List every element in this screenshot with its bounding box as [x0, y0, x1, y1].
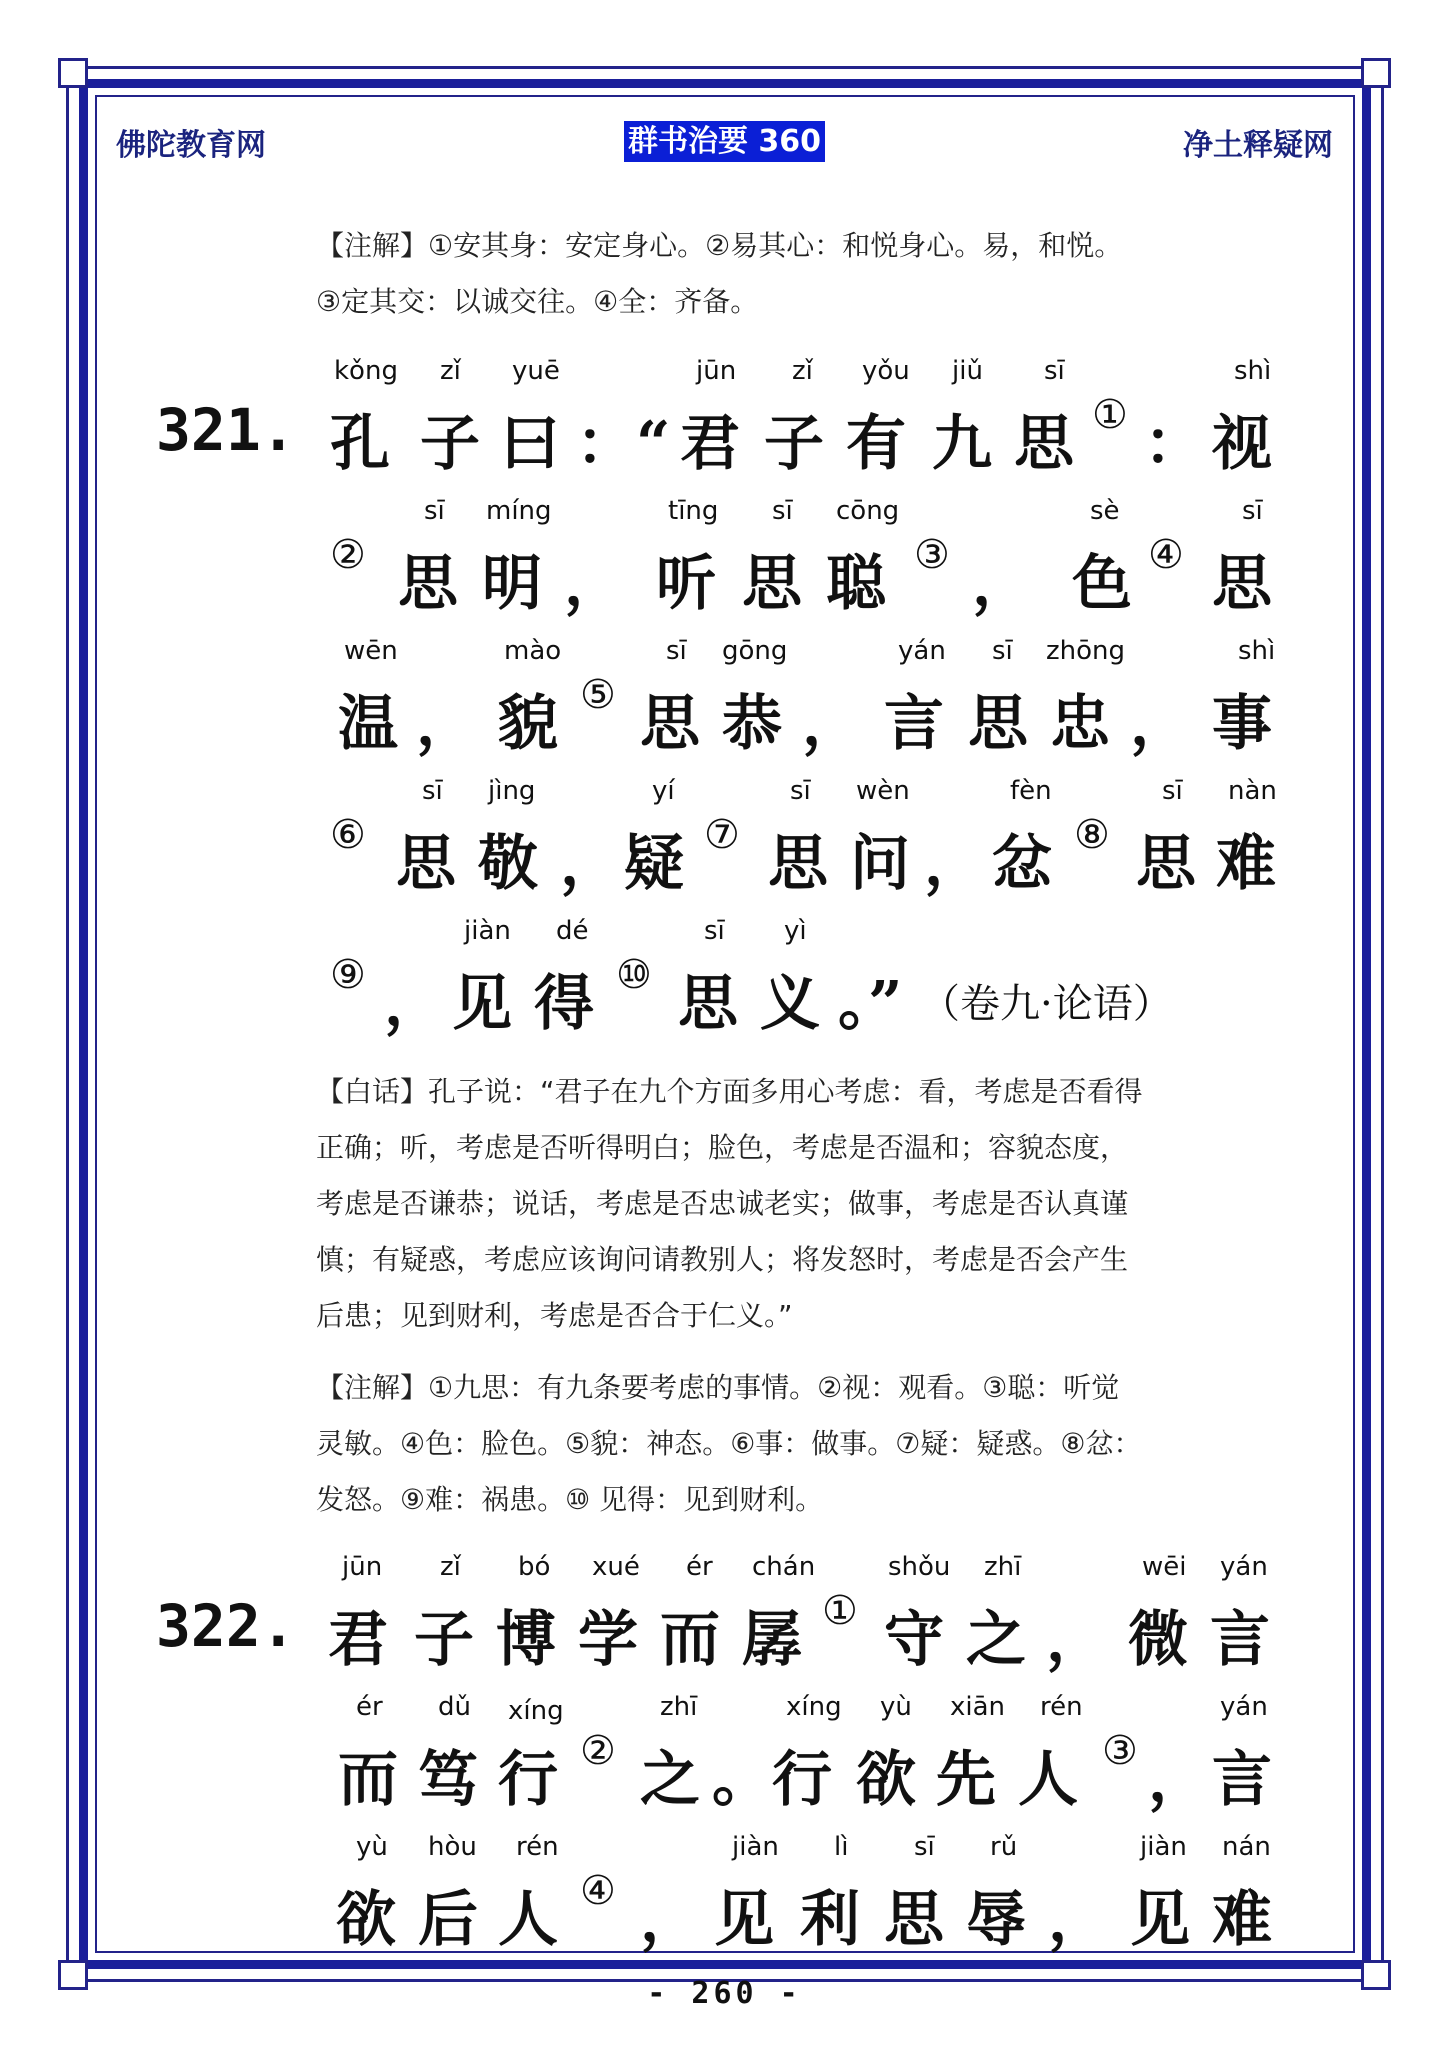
annotation-line: 发怒。⑨难：祸患。⑩ 见得：见到财利。 — [316, 1483, 824, 1516]
pinyin: sī — [1242, 496, 1263, 526]
hanzi: 思 — [768, 829, 828, 899]
verse-line-4 — [0, 776, 1449, 916]
header-title-text: 群书治要 360 — [624, 121, 825, 162]
translation-line: 考虑是否谦恭；说话，考虑是否忠诚老实；做事，考虑是否认真谨 — [316, 1187, 1129, 1220]
note-marker: ④ — [580, 1868, 616, 1914]
verse-line-3 — [0, 636, 1449, 776]
pinyin: sī — [992, 636, 1013, 666]
pinyin: sī — [704, 916, 725, 946]
pinyin: xíng — [508, 1696, 564, 1726]
pinyin: sī — [790, 776, 811, 806]
note-marker: ① — [1092, 392, 1128, 438]
note-marker: ① — [822, 1588, 858, 1634]
hanzi: 行 — [772, 1745, 832, 1815]
pinyin: yuē — [512, 356, 560, 386]
pinyin: jiàn — [732, 1832, 779, 1862]
hanzi: ， — [972, 549, 1032, 619]
hanzi: 博 — [496, 1605, 556, 1675]
hanzi: 难 — [1212, 1885, 1272, 1955]
note-marker: ② — [330, 532, 366, 578]
verse-line-7 — [0, 1692, 1449, 1832]
hanzi: ， — [560, 829, 620, 899]
pinyin: wèn — [856, 776, 910, 806]
hanzi: 人 — [498, 1885, 558, 1955]
pinyin: jūn — [342, 1552, 383, 1582]
hanzi: 见 — [714, 1885, 774, 1955]
note-marker: ⑥ — [330, 812, 366, 858]
verse-line-5 — [0, 916, 1449, 1056]
annotation-line: 灵敏。④色：脸色。⑤貌：神态。⑥事：做事。⑦疑：疑惑。⑧忿： — [316, 1427, 1142, 1460]
hanzi: 思 — [640, 689, 700, 759]
hanzi: 疑 — [624, 829, 684, 899]
pinyin: nán — [1222, 1832, 1271, 1862]
hanzi: 守 — [884, 1605, 944, 1675]
vernacular-translation — [316, 1064, 1316, 1344]
hanzi: 微 — [1128, 1605, 1188, 1675]
hanzi: 。 — [712, 1745, 772, 1815]
hanzi: 。” — [838, 969, 903, 1039]
hanzi: 忿 — [992, 829, 1052, 899]
hanzi: 人 — [1018, 1745, 1078, 1815]
hanzi: 后 — [418, 1885, 478, 1955]
note-marker: ⑩ — [616, 952, 652, 998]
note-marker: ⑨ — [330, 952, 366, 998]
pinyin: hòu — [428, 1832, 477, 1862]
pinyin: jiàn — [1140, 1832, 1187, 1862]
pinyin: gōng — [722, 636, 788, 666]
page-number: - 260 - — [647, 1976, 802, 2011]
pinyin: yì — [784, 916, 807, 946]
hanzi: ： — [1144, 409, 1204, 479]
note-marker: ④ — [1148, 532, 1184, 578]
note-marker: ③ — [914, 532, 950, 578]
hanzi: 明 — [482, 549, 542, 619]
hanzi: 辱 — [966, 1885, 1026, 1955]
pinyin: rǔ — [990, 1832, 1018, 1862]
pinyin: nàn — [1228, 776, 1277, 806]
pinyin: sī — [914, 1832, 935, 1862]
pinyin: sè — [1090, 496, 1120, 526]
hanzi: 有 — [846, 409, 906, 479]
hanzi: 而 — [660, 1605, 720, 1675]
hanzi: 聪 — [826, 549, 886, 619]
pinyin: cōng — [836, 496, 900, 526]
pinyin: zhī — [984, 1552, 1022, 1582]
pinyin: mào — [504, 636, 562, 666]
hanzi: 行 — [498, 1745, 558, 1815]
pinyin: dé — [556, 916, 589, 946]
hanzi: 之 — [966, 1605, 1026, 1675]
hanzi: 思 — [742, 549, 802, 619]
hanzi: ， — [564, 549, 624, 619]
pinyin: sī — [666, 636, 687, 666]
hanzi: ：“ — [576, 409, 671, 479]
hanzi: 得 — [534, 969, 594, 1039]
hanzi: 色 — [1072, 549, 1132, 619]
hanzi: ， — [1148, 1745, 1208, 1815]
pinyin: fèn — [1010, 776, 1052, 806]
annotation-line: 【注解】①安其身：安定身心。②易其心：和悦身心。易，和悦。 — [316, 229, 1123, 262]
pinyin: míng — [486, 496, 552, 526]
annotation — [316, 1360, 1316, 1528]
hanzi: ， — [1048, 1885, 1108, 1955]
hanzi: 笃 — [418, 1745, 478, 1815]
hanzi: 敬 — [478, 829, 538, 899]
hanzi: ， — [416, 689, 476, 759]
pinyin: zǐ — [440, 1552, 461, 1582]
pinyin: zhī — [660, 1692, 698, 1722]
pinyin: lì — [834, 1832, 849, 1862]
hanzi: 貌 — [498, 689, 558, 759]
hanzi: 思 — [396, 829, 456, 899]
pinyin: yán — [1220, 1552, 1268, 1582]
hanzi: 孔 — [330, 409, 390, 479]
hanzi: 言 — [1212, 1745, 1272, 1815]
pinyin: sī — [424, 496, 445, 526]
hanzi: 思 — [678, 969, 738, 1039]
verse-line-1 — [0, 356, 1449, 496]
pinyin: yán — [1220, 1692, 1268, 1722]
hanzi: 孱 — [742, 1605, 802, 1675]
hanzi: 君 — [328, 1605, 388, 1675]
pinyin: xiān — [950, 1692, 1006, 1722]
hanzi: 学 — [578, 1605, 638, 1675]
hanzi: ， — [802, 689, 862, 759]
pinyin: zǐ — [792, 356, 813, 386]
note-marker: ② — [580, 1728, 616, 1774]
hanzi: 义 — [760, 969, 820, 1039]
pinyin: shǒu — [888, 1552, 951, 1582]
translation-line: 后患；见到财利，考虑是否合于仁义。” — [316, 1299, 793, 1332]
header-left-site: 佛陀教育网 — [116, 128, 266, 163]
hanzi: ， — [384, 969, 444, 1039]
hanzi: 问 — [850, 829, 910, 899]
hanzi: 欲 — [856, 1745, 916, 1815]
hanzi: 利 — [800, 1885, 860, 1955]
note-marker: ⑤ — [580, 672, 616, 718]
annotation-line: ③定其交：以诚交往。④全：齐备。 — [316, 285, 759, 318]
hanzi: 之 — [640, 1745, 700, 1815]
pinyin: zhōng — [1046, 636, 1126, 666]
pinyin: shì — [1238, 636, 1276, 666]
hanzi: 思 — [968, 689, 1028, 759]
pinyin: wēn — [344, 636, 398, 666]
hanzi: 欲 — [336, 1885, 396, 1955]
hanzi: 思 — [1212, 549, 1272, 619]
pinyin: sī — [1044, 356, 1065, 386]
hanzi: 子 — [420, 409, 480, 479]
verse-line-6 — [0, 1552, 1449, 1692]
pinyin: sī — [772, 496, 793, 526]
pinyin: ér — [686, 1552, 713, 1582]
pinyin: kǒng — [334, 356, 398, 386]
hanzi: 听 — [656, 549, 716, 619]
hanzi: 思 — [1014, 409, 1074, 479]
note-marker: ⑧ — [1074, 812, 1110, 858]
pinyin: sī — [1162, 776, 1183, 806]
corner-ornament — [58, 58, 88, 88]
pinyin: xué — [592, 1552, 640, 1582]
translation-line: 正确；听，考虑是否听得明白；脸色，考虑是否温和；容貌态度， — [316, 1131, 1129, 1164]
hanzi: 事 — [1212, 689, 1272, 759]
entry-number: 322. — [156, 1592, 296, 1660]
hanzi: ， — [1130, 689, 1190, 759]
hanzi: 思 — [884, 1885, 944, 1955]
hanzi: ， — [924, 829, 984, 899]
hanzi: 先 — [936, 1745, 996, 1815]
pinyin: ér — [356, 1692, 383, 1722]
pinyin: yù — [356, 1832, 388, 1862]
annotation-line: 【注解】①九思：有九条要考虑的事情。②视：观看。③聪：听觉 — [316, 1371, 1120, 1404]
hanzi: 难 — [1216, 829, 1276, 899]
header-right-site: 净土释疑网 — [1183, 128, 1333, 163]
pinyin: yí — [652, 776, 675, 806]
hanzi: ， — [640, 1885, 700, 1955]
pinyin: rén — [516, 1832, 559, 1862]
pinyin: jūn — [696, 356, 737, 386]
hanzi: 子 — [764, 409, 824, 479]
pinyin: dǔ — [438, 1692, 471, 1722]
hanzi: 思 — [1136, 829, 1196, 899]
pinyin: tīng — [668, 496, 719, 526]
hanzi: 而 — [338, 1745, 398, 1815]
pinyin: yán — [898, 636, 946, 666]
hanzi: 言 — [1210, 1605, 1270, 1675]
pinyin: zǐ — [440, 356, 461, 386]
source-reference: （卷九·论语） — [920, 981, 1173, 1027]
corner-ornament — [1361, 58, 1391, 88]
pinyin: jiǔ — [952, 356, 983, 386]
hanzi: 思 — [398, 549, 458, 619]
pinyin: rén — [1040, 1692, 1083, 1722]
hanzi: 恭 — [722, 689, 782, 759]
hanzi: 温 — [338, 689, 398, 759]
hanzi: 见 — [452, 969, 512, 1039]
pinyin: bó — [518, 1552, 551, 1582]
hanzi: 九 — [932, 409, 992, 479]
pinyin: wēi — [1142, 1552, 1187, 1582]
note-marker: ③ — [1102, 1728, 1138, 1774]
hanzi: 见 — [1130, 1885, 1190, 1955]
pinyin: yǒu — [862, 356, 910, 386]
verse-line-8 — [0, 1832, 1449, 1972]
pinyin: sī — [422, 776, 443, 806]
note-marker: ⑦ — [704, 812, 740, 858]
translation-line: 【白话】孔子说：“君子在九个方面多用心考虑：看，考虑是否看得 — [316, 1075, 1143, 1108]
entry-number: 321. — [156, 396, 296, 464]
pinyin: chán — [752, 1552, 816, 1582]
pinyin: yù — [880, 1692, 912, 1722]
verse-line-2 — [0, 496, 1449, 636]
hanzi: 曰 — [500, 409, 560, 479]
hanzi: 忠 — [1050, 689, 1110, 759]
hanzi: 言 — [884, 689, 944, 759]
pinyin: xíng — [786, 1692, 842, 1722]
pinyin: shì — [1234, 356, 1272, 386]
hanzi: ， — [1046, 1605, 1106, 1675]
pinyin: jìng — [488, 776, 536, 806]
hanzi: 视 — [1212, 409, 1272, 479]
hanzi: 子 — [414, 1605, 474, 1675]
translation-line: 慎；有疑惑，考虑应该询问请教别人；将发怒时，考虑是否会产生 — [316, 1243, 1129, 1276]
hanzi: 君 — [680, 409, 740, 479]
pinyin: jiàn — [464, 916, 511, 946]
annotation-top — [316, 218, 1316, 330]
